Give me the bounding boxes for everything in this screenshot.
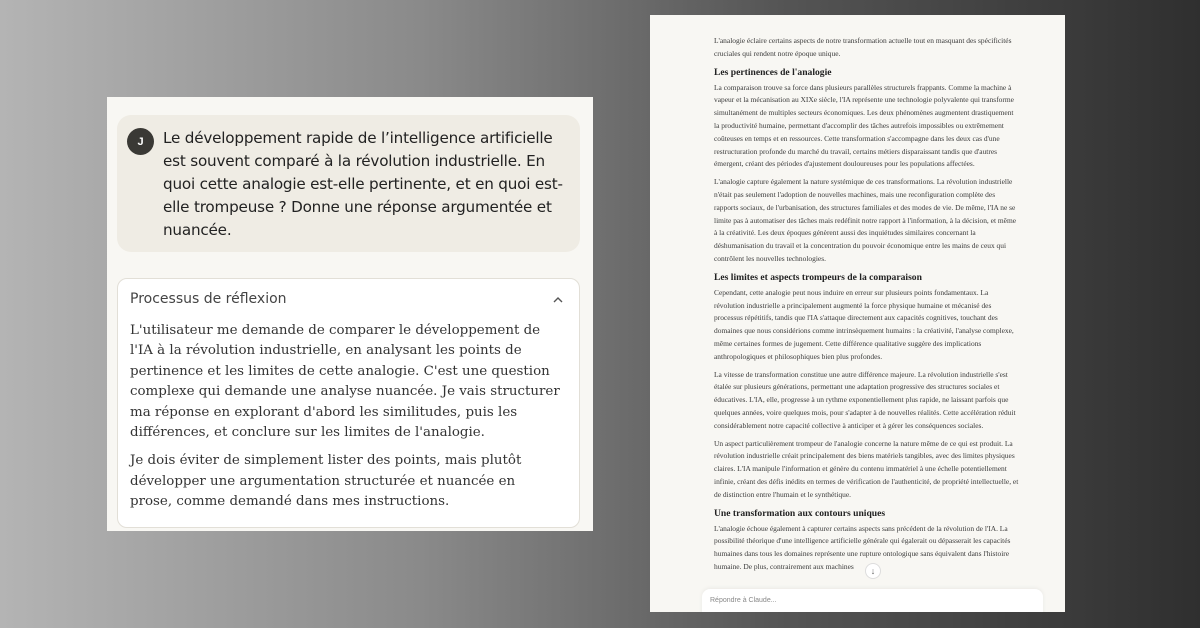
response-panel (650, 15, 1065, 612)
response-content (714, 35, 1020, 579)
thinking-paragraph: L'utilisateur me demande de comparer le développement de l'IA à la révolution industrielle, en analysant les points de pertinence et les limites de cette analogie. C'est une question complexe qui demande une analyse nuancée. Je vais structurer ma réponse en explorant d'abord les similitudes, puis les différences, et conclure sur les limites de l'analogie. (130, 323, 560, 441)
thinking-content (130, 321, 560, 521)
chevron-up-icon[interactable] (551, 293, 565, 307)
response-paragraph: L'analogie capture également la nature systémique de ces transformations. La révolution industrielle n'était pas seulement l'adoption de nouvelles machines, mais une reconfiguration complète des rapports sociaux, de l'urbanisation, des structures familiales et des modes de vie. De même, l'IA ne se limite pas à automatiser des tâches mais redéfinit notre rapport à l'information, à la décision, et même à la créativité. Les deux époques génèrent aussi des inquiétudes similaires concernant la déshumanisation du travail et la concentration du pouvoir économique entre les mains de ceux qui contrôlent les nouvelles technologies. (714, 177, 1017, 263)
response-paragraph: L'analogie échoue également à capturer certains aspects sans précédent de la révolution de l'IA. La possibilité théorique d'une intelligence artificielle générale qui égalerait ou dépasserait les capacités humaines dans tous les domaines représente une rupture ontologique sans équivalent dans l'histoire humaine. De plus, contrairement aux machines (714, 523, 1011, 571)
reply-input[interactable]: Répondre à Claude... (702, 589, 1043, 612)
response-paragraph: La comparaison trouve sa force dans plusieurs parallèles structurels frappants. Comme la machine à vapeur et la mécanisation au XIXe siècle, l'IA représente une technologie polyvalente qui transforme simultanément de multiples secteurs économiques. Les deux phénomènes augmentent drastiquement la productivité humaine, permettant d'accomplir des tâches autrefois impossibles ou extrêmement coûteuses en temps et en ressources. Cette transformation s'accompagne dans les deux cas d'une restructuration profonde du marché du travail, certains métiers disparaissant tandis que d'autres émergent, créant des périodes d'ajustement douloureuses pour les populations affectées. (714, 82, 1014, 169)
response-paragraph: La vitesse de transformation constitue une autre différence majeure. La révolution industrielle s'est étalée sur plusieurs générations, permettant une adaptation progressive des structures sociales et éducatives. L'IA, elle, progresse à un rythme exponentiellement plus rapide, ne laissant parfois que quelques années, voire quelques mois, pour s'adapter à de nouvelles réalités. Cette accélération réduit considérablement notre capacité collective à anticiper et à gérer les conséquences sociales. (714, 369, 1016, 430)
top-fade (650, 15, 1065, 29)
scroll-down-icon[interactable]: ↓ (865, 563, 881, 579)
section-heading: Les pertinences de l'analogie (714, 66, 832, 78)
thinking-title[interactable]: Processus de réflexion (130, 291, 287, 307)
thinking-panel (117, 278, 580, 528)
section-heading: Les limites et aspects trompeurs de la comparaison (714, 271, 922, 283)
section-heading: Une transformation aux contours uniques (714, 507, 886, 519)
user-avatar: J (127, 128, 154, 155)
user-message (117, 115, 580, 252)
response-intro: L'analogie éclaire certains aspects de notre transformation actuelle tout en masquant des spécificités cruciales qui rendent notre époque unique. (714, 36, 1012, 58)
thinking-paragraph: Je dois éviter de simplement lister des points, mais plutôt développer une argumentation structurée et nuancée en prose, comme demandé dans mes instructions. (130, 453, 522, 510)
chat-panel (107, 97, 593, 531)
response-paragraph: Cependant, cette analogie peut nous induire en erreur sur plusieurs points fondamentaux. La révolution industrielle a principalement augmenté la force physique humaine et mécanisé des processus répétitifs, tandis que l'IA s'attaque directement aux capacités cognitives, touchant des domaines que nous considérions comme intrinsèquement humains : la créativité, l'analyse complexe, même certaines formes de jugement. Cette différence qualitative suggère des implications anthropologiques et philosophiques bien plus profondes. (714, 287, 1014, 361)
response-paragraph: Un aspect particulièrement trompeur de l'analogie concerne la nature même de ce qui est produit. La révolution industrielle créait principalement des biens matériels tangibles, avec des limites physiques claires. L'IA manipule l'information et génère du contenu immatériel à une échelle potentiellement infinie, créant des défis inédits en termes de vérification de l'authenticité, de propriété intellectuelle, et de distinction entre l'humain et le synthétique. (714, 438, 1019, 499)
user-message-text: Le développement rapide de l’intelligence artificielle est souvent comparé à la révolution industrielle. En quoi cette analogie est-elle pertinente, et en quoi est-elle trompeuse ? Donne une réponse argumentée et nuancée. (163, 129, 563, 239)
